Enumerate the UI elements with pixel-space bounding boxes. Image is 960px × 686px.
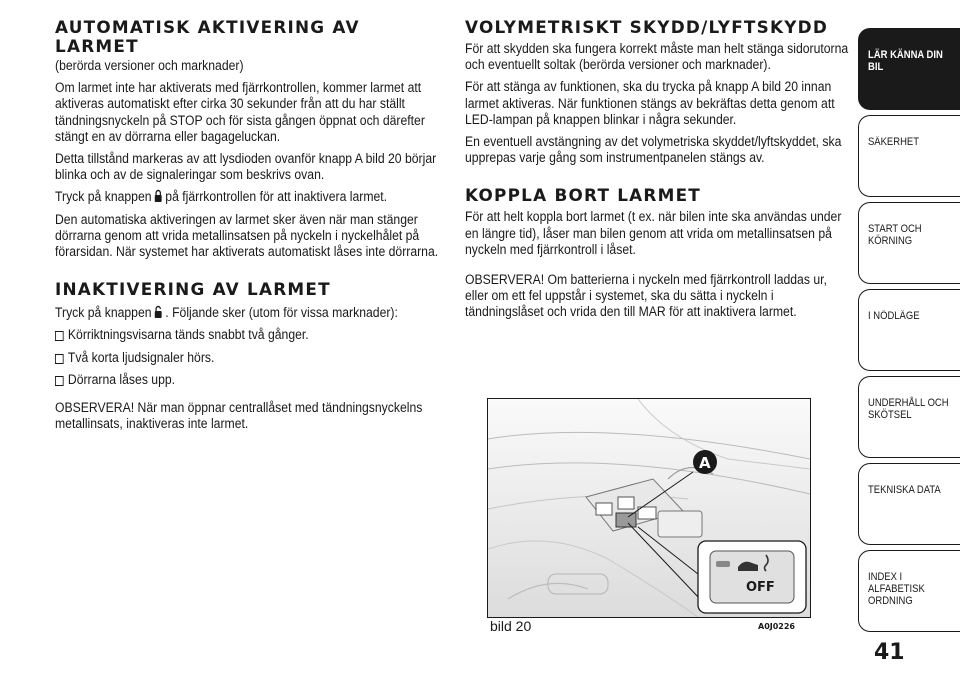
paragraph: För att skydden ska fungera korrekt måste man helt stänga sidorutorna och eventuellt soltak (berörda versioner och marknader). — [465, 41, 849, 74]
text: Tryck på knappen — [55, 189, 152, 206]
unlock-icon — [154, 305, 163, 319]
text: . Följande sker (utom för vissa marknader): — [165, 305, 398, 322]
ceiling-console-illustration — [488, 399, 810, 617]
checkbox-bullet-icon — [55, 376, 64, 386]
left-column — [55, 18, 440, 438]
heading-disconnect-alarm: KOPPLA BORT LARMET — [465, 186, 702, 206]
tab-start-och-korning[interactable]: START OCH KÖRNING — [858, 202, 960, 284]
paragraph: Detta tillstånd markeras av att lysdioden ovanför knapp A bild 20 börjar blinka och av de signaleringar som beskrivs ovan. — [55, 151, 437, 184]
paragraph-with-icon — [55, 305, 439, 321]
checkbox-bullet-icon — [55, 354, 64, 364]
figure-caption: bild 20 — [490, 618, 532, 634]
tab-tekniska-data[interactable]: TEKNISKA DATA — [858, 463, 960, 545]
checkbox-bullet-icon — [55, 331, 64, 341]
paragraph-with-icon — [55, 189, 439, 205]
marker-letter: A — [699, 454, 711, 472]
heading-deactivation: INAKTIVERING AV LARMET — [55, 280, 331, 300]
text: på fjärrkontrollen för att inaktivera larmet. — [165, 189, 388, 206]
list-item: Två korta ljudsignaler hörs. — [55, 350, 439, 366]
chapter-tabs — [858, 28, 960, 637]
tab-underhall-och-skotsel[interactable]: UNDERHÅLL OCH SKÖTSEL — [858, 376, 960, 458]
tab-sakerhet[interactable]: SÄKERHET — [858, 115, 960, 197]
paragraph: En eventuell avstängning av det volymetriska skyddet/lyftskyddet, ska upprepas varje gång som instrumentpanelen stängs av. — [465, 134, 842, 167]
tab-lar-kanna-din-bil[interactable]: LÄR KÄNNA DIN BIL — [858, 28, 960, 110]
tab-i-nodlage[interactable]: I NÖDLÄGE — [858, 289, 960, 371]
right-column — [465, 18, 850, 327]
heading-volumetric-protection: VOLYMETRISKT SKYDD/LYFTSKYDD — [465, 18, 829, 37]
note: OBSERVERA! När man öppnar centrallåset med tändningsnyckelns metallinsats, inaktiveras inte larmet. — [55, 400, 423, 433]
lock-icon — [154, 189, 163, 203]
off-button-label: OFF — [746, 580, 775, 595]
text: Tryck på knappen — [55, 305, 152, 322]
figure-code: A0J0226 — [758, 622, 795, 631]
figure-illustration — [487, 398, 811, 618]
paragraph: Om larmet inte har aktiverats med fjärrkontrollen, kommer larmet att aktiveras automatiskt efter cirka 30 sekunder från att du har ställt tändningsnyckeln på STOP och för sista gången öppnat och därefter stängt en av dörrarna eller bagageluckan. — [55, 80, 425, 145]
note: OBSERVERA! Om batterierna i nyckeln med fjärrkontroll laddas ur, eller om ett fel uppstår i systemet, ska du sätta i nyckeln i tändningslåset och vrida den till MAR för att inaktivera larmet. — [465, 272, 827, 321]
list-item: Körriktningsvisarna tänds snabbt två gånger. — [55, 327, 439, 343]
paragraph: Den automatiska aktiveringen av larmet sker även när man stänger dörrarna genom att vrida metallinsatsen på nyckeln i nyckelhålet på förarsidan. När systemet har aktiverats automatiskt låses inte dörrarna. — [55, 211, 439, 261]
tab-index[interactable]: INDEX I ALFABETISK ORDNING — [858, 550, 960, 632]
paragraph: För att helt koppla bort larmet (t ex. när bilen inte ska användas under en längre tid), låser man bilen genom att vrida om metallinsatsen på nyckeln med fjärrkontroll i låset. — [465, 209, 842, 258]
page-number: 41 — [874, 640, 905, 665]
paragraph: För att stänga av funktionen, ska du trycka på knapp A bild 20 innan larmet aktiveras. När funktionen stängs av bekräftas detta genom att LED-lampan på knappen blinkar i några sekunder. — [465, 79, 835, 128]
subheading-versions: (berörda versioner och marknader) — [55, 58, 244, 74]
heading-automatic-activation: AUTOMATISK AKTIVERING AV LARMET — [55, 18, 360, 56]
list-item: Dörrarna låses upp. — [55, 372, 439, 388]
